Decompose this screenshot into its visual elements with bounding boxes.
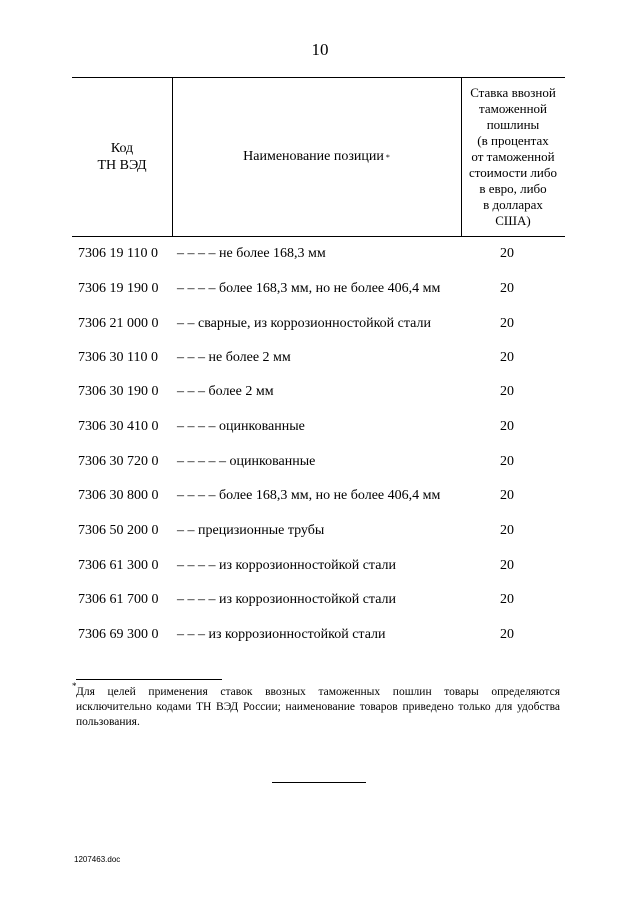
row-rate: 20	[500, 592, 514, 607]
header-code	[72, 78, 173, 236]
header-name-text: Наименование позиции	[243, 149, 384, 164]
row-rate: 20	[500, 246, 514, 261]
row-rate: 20	[500, 281, 514, 296]
footnote-divider	[76, 679, 222, 680]
row-description: – – – – не более 168,3 мм	[177, 246, 326, 261]
header-rate-line: в долларах	[483, 197, 543, 212]
row-rate: 20	[500, 488, 514, 503]
row-code: 7306 19 190 0	[78, 281, 159, 296]
table-row	[72, 627, 565, 647]
row-description: – – – – более 168,3 мм, но не более 406,4 мм	[177, 281, 441, 296]
row-code: 7306 69 300 0	[78, 627, 159, 642]
footnote-text: Для целей применения ставок ввозных таможенных пошлин товары определяются исключительно кодами ТН ВЭД России; наименование товаров приведено только для удобства пользования.	[76, 686, 560, 728]
row-rate: 20	[500, 454, 514, 469]
header-rate	[461, 78, 565, 236]
table-row	[72, 523, 565, 543]
row-code: 7306 30 410 0	[78, 419, 159, 434]
row-code: 7306 30 720 0	[78, 454, 159, 469]
row-rate: 20	[500, 558, 514, 573]
row-code: 7306 19 110 0	[78, 246, 158, 261]
row-code: 7306 50 200 0	[78, 523, 159, 538]
row-description: – – – из коррозионностойкой стали	[177, 627, 386, 642]
table-row	[72, 384, 565, 404]
row-code: 7306 61 700 0	[78, 592, 159, 607]
footnote-mark: *	[385, 152, 390, 162]
row-rate: 20	[500, 384, 514, 399]
header-rate-line: США)	[495, 213, 531, 228]
header-rate-line: (в процентах	[477, 133, 549, 148]
table-row	[72, 316, 565, 336]
row-description: – – – более 2 мм	[177, 384, 274, 399]
row-rate: 20	[500, 419, 514, 434]
row-rate: 20	[500, 627, 514, 642]
row-code: 7306 21 000 0	[78, 316, 159, 331]
table-row	[72, 350, 565, 370]
row-description: – – – – более 168,3 мм, но не более 406,4 мм	[177, 488, 441, 503]
row-description: – – – – из коррозионностойкой стали	[177, 592, 397, 607]
footnote	[72, 681, 560, 730]
row-description: – – – – из коррозионностойкой стали	[177, 558, 397, 573]
row-rate: 20	[500, 316, 514, 331]
row-code: 7306 61 300 0	[78, 558, 159, 573]
header-rate-line: таможенной	[479, 101, 547, 116]
row-description: – – – – оцинкованные	[177, 419, 305, 434]
row-code: 7306 30 800 0	[78, 488, 159, 503]
table-row	[72, 488, 565, 508]
row-code: 7306 30 190 0	[78, 384, 159, 399]
row-description: – – прецизионные трубы	[177, 523, 325, 538]
header-name	[172, 78, 462, 236]
table-row	[72, 592, 565, 612]
page-number: 10	[311, 40, 329, 59]
document-id: 1207463.doc	[74, 855, 121, 864]
table-row	[72, 419, 565, 439]
row-description: – – сварные, из коррозионностойкой стали	[177, 316, 431, 331]
row-description: – – – не более 2 мм	[177, 350, 291, 365]
row-rate: 20	[500, 350, 514, 365]
table-row	[72, 281, 565, 301]
header-code-line: ТН ВЭД	[97, 158, 147, 173]
table-row	[72, 246, 565, 266]
row-description: – – – – – оцинкованные	[177, 454, 316, 469]
table-row	[72, 558, 565, 578]
header-rate-line: от таможенной	[471, 149, 555, 164]
row-code: 7306 30 110 0	[78, 350, 158, 365]
table-row	[72, 454, 565, 474]
header-rate-line: пошлины	[486, 117, 540, 132]
header-rate-line: стоимости либо	[468, 165, 557, 180]
header-rate-line: в евро, либо	[479, 181, 547, 196]
row-rate: 20	[500, 523, 514, 538]
end-divider	[272, 782, 366, 783]
header-rate-line: Ставка ввозной	[470, 85, 556, 100]
table-header	[72, 77, 565, 237]
footnote-star: *	[72, 681, 77, 691]
header-code-line: Код	[110, 141, 134, 156]
